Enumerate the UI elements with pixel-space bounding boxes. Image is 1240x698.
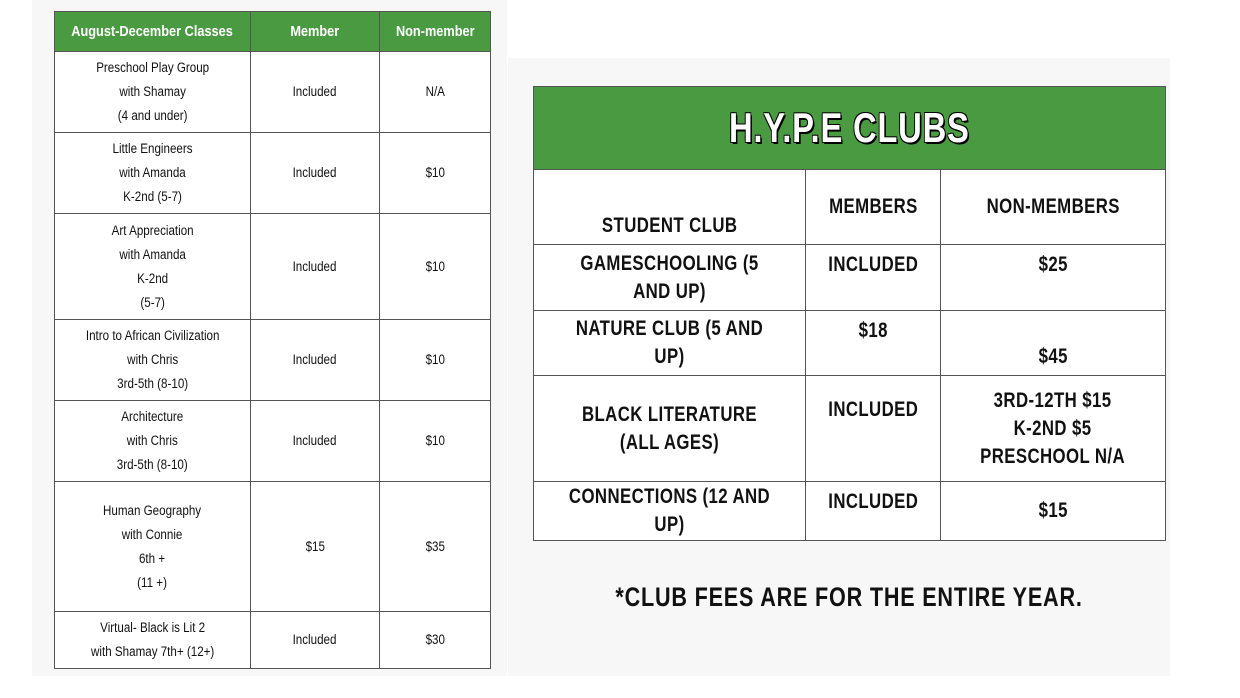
header-members: MEMBERS: [806, 170, 941, 245]
club-nonmember-price: 3RD-12TH $15 K-2ND $5 PRESCHOOL N/A: [941, 376, 1166, 482]
clubs-title-cell: [534, 87, 1166, 170]
nonmember-price: $10: [380, 214, 491, 320]
nonmember-price: N/A: [380, 52, 491, 133]
nonmember-price: $35: [380, 482, 491, 612]
clubs-header-row: [534, 170, 1166, 245]
nonmember-price: $10: [380, 401, 491, 482]
clubs-table: [533, 86, 1166, 541]
table-row: [55, 401, 491, 482]
table-row: [55, 482, 491, 612]
member-price: $15: [251, 482, 380, 612]
header-member: Member: [251, 12, 380, 52]
member-price: Included: [251, 214, 380, 320]
class-name: Human Geography with Connie 6th + (11 +): [55, 482, 251, 612]
table-row: [55, 320, 491, 401]
table-row: [534, 245, 1166, 311]
table-row: [534, 311, 1166, 376]
club-nonmember-price: $25: [941, 245, 1166, 311]
nonmember-price: $10: [380, 133, 491, 214]
clubs-title-row: [534, 87, 1166, 170]
member-price: Included: [251, 133, 380, 214]
member-price: Included: [251, 401, 380, 482]
club-member-price: INCLUDED: [806, 482, 941, 541]
table-row: [55, 214, 491, 320]
classes-table: [54, 11, 491, 669]
header-classes: August-December Classes: [55, 12, 251, 52]
club-nonmember-price: $15: [941, 482, 1166, 541]
class-name: Virtual- Black is Lit 2 with Shamay 7th+ (12+): [55, 612, 251, 669]
header-non-members: NON-MEMBERS: [941, 170, 1166, 245]
club-name: BLACK LITERATURE (ALL AGES): [534, 376, 806, 482]
club-name: NATURE CLUB (5 AND UP): [534, 311, 806, 376]
header-nonmember: Non-member: [380, 12, 491, 52]
club-name: GAMESCHOOLING (5 AND UP): [534, 245, 806, 311]
member-price: Included: [251, 612, 380, 669]
table-row: [534, 376, 1166, 482]
member-price: Included: [251, 320, 380, 401]
table-row: [55, 133, 491, 214]
class-name: Architecture with Chris 3rd-5th (8-10): [55, 401, 251, 482]
classes-header-row: [55, 12, 491, 52]
club-member-price: INCLUDED: [806, 245, 941, 311]
member-price: Included: [251, 52, 380, 133]
table-row: [55, 52, 491, 133]
club-member-price: $18: [806, 311, 941, 376]
class-name: Art Appreciation with Amanda K-2nd (5-7): [55, 214, 251, 320]
fee-note: *CLUB FEES ARE FOR THE ENTIRE YEAR.: [615, 582, 1083, 612]
header-student-club: STUDENT CLUB: [534, 170, 806, 245]
table-row: [55, 612, 491, 669]
nonmember-price: $30: [380, 612, 491, 669]
clubs-title: H.Y.P.E CLUBS: [729, 104, 970, 151]
class-name: Intro to African Civilization with Chris 3rd-5th (8-10): [55, 320, 251, 401]
table-row: [534, 482, 1166, 541]
club-member-price: INCLUDED: [806, 376, 941, 482]
class-name: Preschool Play Group with Shamay (4 and under): [55, 52, 251, 133]
club-nonmember-price: $45: [941, 311, 1166, 376]
class-name: Little Engineers with Amanda K-2nd (5-7): [55, 133, 251, 214]
club-name: CONNECTIONS (12 AND UP): [534, 482, 806, 541]
nonmember-price: $10: [380, 320, 491, 401]
